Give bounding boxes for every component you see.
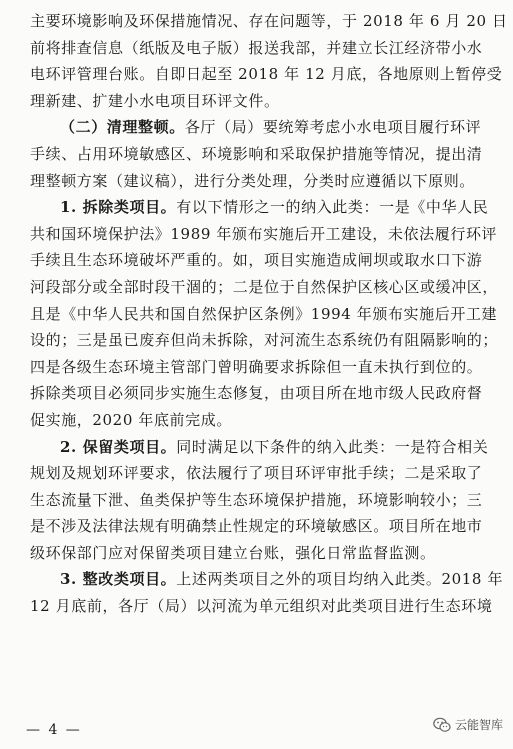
text-line	[30, 434, 490, 461]
line-text: 拆除类项目必须同步实施生态修复，由项目所在地市级人民政府督	[30, 384, 483, 403]
wechat-icon	[433, 717, 451, 733]
line-text: 前将排查信息（纸版及电子版）报送我部，并建立长江经济带小水	[30, 38, 483, 57]
line-text: 且是《中华人民共和国自然保护区条例》1994 年颁布实施后开工建	[30, 304, 498, 323]
text-line	[30, 380, 490, 407]
document-body	[30, 8, 508, 620]
text-line	[30, 354, 490, 381]
line-text: 电环评管理台账。自即日起至 2018 年 12 月底，各地原则上暂停受	[30, 65, 503, 84]
line-text: 主要环境影响及环保措施情况、存在问题等，于 2018 年 6 月 20 日	[30, 12, 508, 30]
line-text: 规划及规划环评要求，依法履行了项目环评审批手续；二是采取了	[30, 464, 483, 483]
text-line	[30, 566, 504, 593]
line-text: 是不涉及法律法规有明确禁止性规定的环境敏感区。项目所在地市	[30, 517, 483, 536]
text-line	[30, 194, 490, 221]
line-text: 12 月底前，各厅（局）以河流为单元组织对此类项目进行生态环境	[30, 597, 493, 616]
line-text: 河段部分或全部时段干涸的；二是位于自然保护区核心区或缓冲区，	[30, 277, 499, 296]
section-heading: 3. 整改类项目。	[60, 570, 177, 589]
line-text: 级环保部门应对保留类项目建立台账，强化日常监督监测。	[30, 543, 436, 562]
watermark-text: 云能智库	[454, 718, 503, 732]
line-text: 共和国环境保护法》1989 年颁布实施后开工建设，未依法履行环评	[30, 224, 498, 243]
text-line	[30, 407, 490, 434]
line-text: 有以下情形之一的纳入此类：一是《中华人民	[176, 198, 489, 217]
line-text: 理整顿方案（建议稿），进行分类处理，分类时应遵循以下原则。	[30, 171, 475, 190]
text-line	[30, 540, 490, 567]
text-line	[30, 513, 490, 540]
text-line	[30, 274, 499, 301]
line-text: 上述两类项目之外的项目均纳入此类。2018 年	[176, 570, 504, 589]
section-heading: （二）清理整顿。	[60, 118, 185, 137]
text-line	[30, 301, 498, 328]
line-text: 各厅（局）要统筹考虑小水电项目履行环评	[184, 118, 482, 137]
text-line	[30, 88, 490, 115]
text-line	[30, 487, 490, 514]
line-text: 同时满足以下条件的纳入此类：一是符合相关	[176, 437, 489, 456]
text-line	[30, 141, 490, 168]
text-line	[30, 247, 490, 274]
text-line	[30, 61, 503, 88]
text-line	[30, 114, 490, 141]
watermark	[433, 716, 503, 733]
line-text: 手续且生态环境破坏严重的。如，项目实施造成闸坝或取水口下游	[30, 251, 483, 270]
text-line	[30, 8, 508, 35]
line-text: 四是各级生态环境主管部门曾明确要求拆除但一直未执行到位的。	[30, 357, 483, 376]
text-line	[30, 221, 498, 248]
section-heading: 1. 拆除类项目。	[60, 198, 177, 217]
text-line	[30, 460, 490, 487]
line-text: 促实施，2020 年底前完成。	[30, 410, 232, 429]
text-line	[30, 35, 490, 62]
text-line	[30, 327, 499, 354]
text-line	[30, 593, 493, 620]
line-text: 理新建、扩建小水电项目环评文件。	[30, 91, 280, 110]
text-line	[30, 168, 490, 195]
section-heading: 2. 保留类项目。	[60, 437, 177, 456]
line-text: 设的；三是虽已废弃但尚未拆除，对河流生态系统仍有阻隔影响的；	[30, 331, 499, 350]
line-text: 手续、占用环境敏感区、环境影响和采取保护措施等情况，提出清	[30, 144, 483, 163]
page-number: — 4 —	[26, 722, 82, 738]
line-text: 生态流量下泄、鱼类保护等生态环境保护措施，环境影响较小；三	[30, 490, 483, 509]
